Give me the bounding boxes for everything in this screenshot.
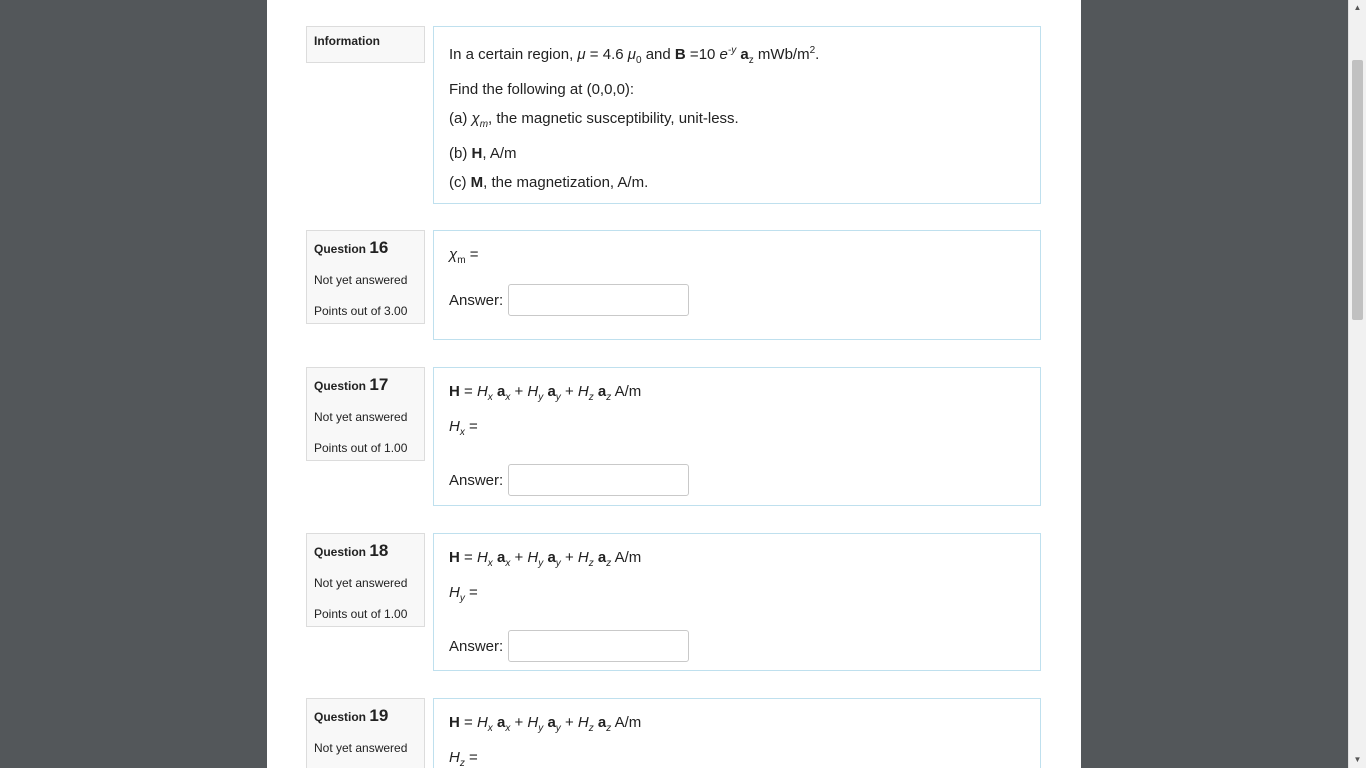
quiz-page — [267, 0, 1081, 768]
answer-row — [449, 464, 1025, 496]
question-text: $H_y$ = — [449, 584, 478, 604]
info-line-3: (a) $\chi_m$, the magnetic susceptibility, unit-less. — [449, 110, 739, 130]
answer-row — [449, 284, 1025, 316]
equation-line: $H = H_x$ $a_x + H_y$ $a_y + H_z$ $a_z$ A/m — [449, 714, 642, 734]
answer-input-q17[interactable] — [508, 464, 689, 496]
question-text: $H_x$ = — [449, 418, 478, 438]
equation-line: $H = H_x$ $a_x + H_y$ $a_y + H_z$ $a_z$ A/m — [449, 383, 642, 403]
question-grade: Points out of 1.00 — [314, 607, 408, 621]
info-line-5: (c) M, the magnetization, A/m. — [449, 174, 649, 191]
scrollbar-thumb[interactable] — [1352, 60, 1363, 320]
question-text: $\chi_m$ = — [449, 246, 479, 266]
question-state: Not yet answered — [314, 273, 408, 287]
question-number: 16 — [369, 238, 389, 257]
question-number: 17 — [369, 375, 389, 394]
answer-label: Answer: — [449, 637, 504, 655]
question-state: Not yet answered — [314, 410, 408, 424]
question-grade: Points out of 1.00 — [314, 441, 408, 455]
answer-row — [449, 630, 1025, 662]
information-label: Information — [314, 34, 380, 48]
question-18-info: Question 18 Not yet answered Points out of 1.00 — [306, 533, 425, 627]
answer-input-q18[interactable] — [508, 630, 689, 662]
question-state: Not yet answered — [314, 576, 408, 590]
question-text: $H_z$ = — [449, 749, 478, 768]
info-line-2: Find the following at (0,0,0): — [449, 81, 635, 98]
question-16-content — [433, 230, 1041, 340]
question-19-info: Question 19 Not yet answered — [306, 698, 425, 768]
question-17-content — [433, 367, 1041, 506]
scroll-up-arrow-icon[interactable]: ▲ — [1353, 3, 1362, 12]
info-line-1: In a certain region, μ = 4.6 $\mu_0$ and B =10 $e^{-y}$ $a_z$ mWb/$m^2$. — [449, 45, 820, 66]
question-number: 19 — [369, 706, 389, 725]
question-16-info: Question 16 Not yet answered Points out of 3.00 — [306, 230, 425, 324]
question-state: Not yet answered — [314, 741, 408, 755]
question-18-content — [433, 533, 1041, 671]
page-scrollbar[interactable] — [1348, 0, 1366, 768]
scroll-down-arrow-icon[interactable]: ▼ — [1353, 755, 1362, 764]
answer-input-q16[interactable] — [508, 284, 689, 316]
answer-label: Answer: — [449, 471, 504, 489]
information-content — [433, 26, 1041, 204]
information-box — [306, 26, 425, 63]
equation-line: $H = H_x$ $a_x + H_y$ $a_y + H_z$ $a_z$ A/m — [449, 549, 642, 569]
answer-label: Answer: — [449, 291, 504, 309]
info-line-4: (b) H, A/m — [449, 145, 517, 162]
question-19-content — [433, 698, 1041, 768]
question-17-info: Question 17 Not yet answered Points out of 1.00 — [306, 367, 425, 461]
question-number: 18 — [369, 541, 389, 560]
question-grade: Points out of 3.00 — [314, 304, 408, 318]
